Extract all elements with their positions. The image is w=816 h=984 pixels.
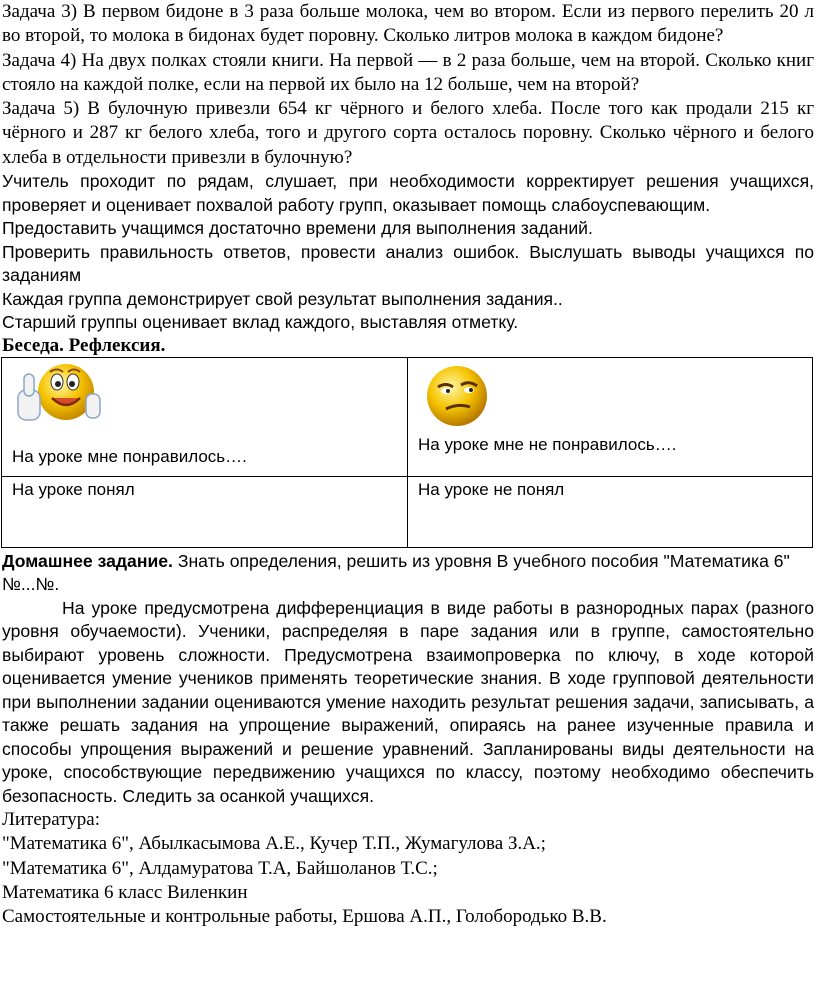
reflection-cell-disliked: [408, 357, 813, 476]
reflection-table: [1, 357, 813, 548]
understood-label: На уроке понял: [12, 479, 135, 499]
reflection-heading: Беседа. Рефлексия.: [2, 334, 166, 356]
task-3: Задача 3) В первом бидоне в 3 раза больше молока, чем во втором. Если из первого перелить 20 л во второй, то молока в бидонах будет поровну. Сколько литров молока в каждом бидоне?: [2, 1, 814, 47]
homework-label: Домашнее задание.: [2, 550, 173, 571]
provide-time-note: Предоставить учащимся достаточно времени для выполнения заданий.: [2, 218, 593, 239]
reflection-cell-not-understood: [408, 476, 813, 547]
literature-item: "Математика 6", Алдамуратова Т.А, Байшоланов Т.С.;: [2, 857, 438, 879]
group-leader-note: Старший группы оценивает вклад каждого, выставляя отметку.: [2, 312, 519, 333]
thumbs-up-smiley-icon: [10, 360, 106, 436]
disliked-label: На уроке мне не понравилось….: [418, 434, 677, 454]
literature-heading: Литература:: [2, 809, 100, 831]
literature-item: Самостоятельные и контрольные работы, Ершова А.П., Голобородько В.В.: [2, 906, 607, 928]
reflection-row-understanding: [2, 476, 813, 547]
check-answers-note: Проверить правильность ответов, провести анализ ошибок. Выслушать выводы учащихся по заданиям: [2, 241, 814, 286]
reflection-cell-understood: [2, 476, 408, 547]
literature-item: Математика 6 класс Виленкин: [2, 881, 248, 903]
homework-text: Знать определения, решить из уровня В учебного пособия "Математика 6" №...№.: [2, 550, 790, 595]
differentiation-paragraph: На уроке предусмотрена дифференциация в виде работы в разнородных парах (разного уровня обучаемости). Ученики, распределяя в паре задания или в группе, самостоятельно выбирают уровень сложности. Предусмотрена взаимопроверка по ключу, в ходе которой оценивается умение учеников применять теоретические знания. В ходе групповой деятельности при выполнении задании оцениваются умение находить результат решения задачи, записывать, а также решать задания на упрощение выражений, опираясь на ранее изученные правила и способы упрощения выражений и решение уравнений. Запланированы виды деятельности на уроке, способствующие передвижению учащихся по классу, поэтому необходимо обеспечить безопасность. Следить за осанкой учащихся.: [2, 597, 814, 806]
literature-item: "Математика 6", Абылкасымова А.Е., Кучер Т.П., Жумагулова З.А.;: [2, 833, 546, 855]
not-understood-label: На уроке не понял: [418, 479, 565, 499]
reflection-cell-liked: [2, 357, 408, 476]
liked-label: На уроке мне понравилось….: [12, 446, 247, 466]
group-demo-note: [0, 288, 816, 312]
homework-paragraph: [0, 550, 816, 597]
task-4: Задача 4) На двух полках стояли книги. На первой — в 2 раза больше, чем на второй. Сколько книг стояло на каждой полке, если на первой их было на 12 больше, чем на второй?: [2, 49, 814, 95]
group-demo-rest: демонстрирует свой результат выполнения задания..: [121, 288, 563, 309]
teacher-note: Учитель проходит по рядам, слушает, при необходимости корректирует решения учащихся, проверяет и оценивает похвалой работу групп, оказывает помощь слабоуспевающим.: [2, 171, 814, 215]
skeptical-smiley-icon: [422, 363, 492, 429]
task-5: Задача 5) В булочную привезли 654 кг чёрного и белого хлеба. После того как продали 215 кг чёрного и 287 кг белого хлеба, того и другого сорта осталось поровну. Сколько чёрного и белого хлеба в отдельности привезли в булочную?: [2, 98, 814, 168]
group-demo-lead: Каждая группа: [2, 288, 122, 309]
reflection-row-feelings: [2, 357, 813, 476]
